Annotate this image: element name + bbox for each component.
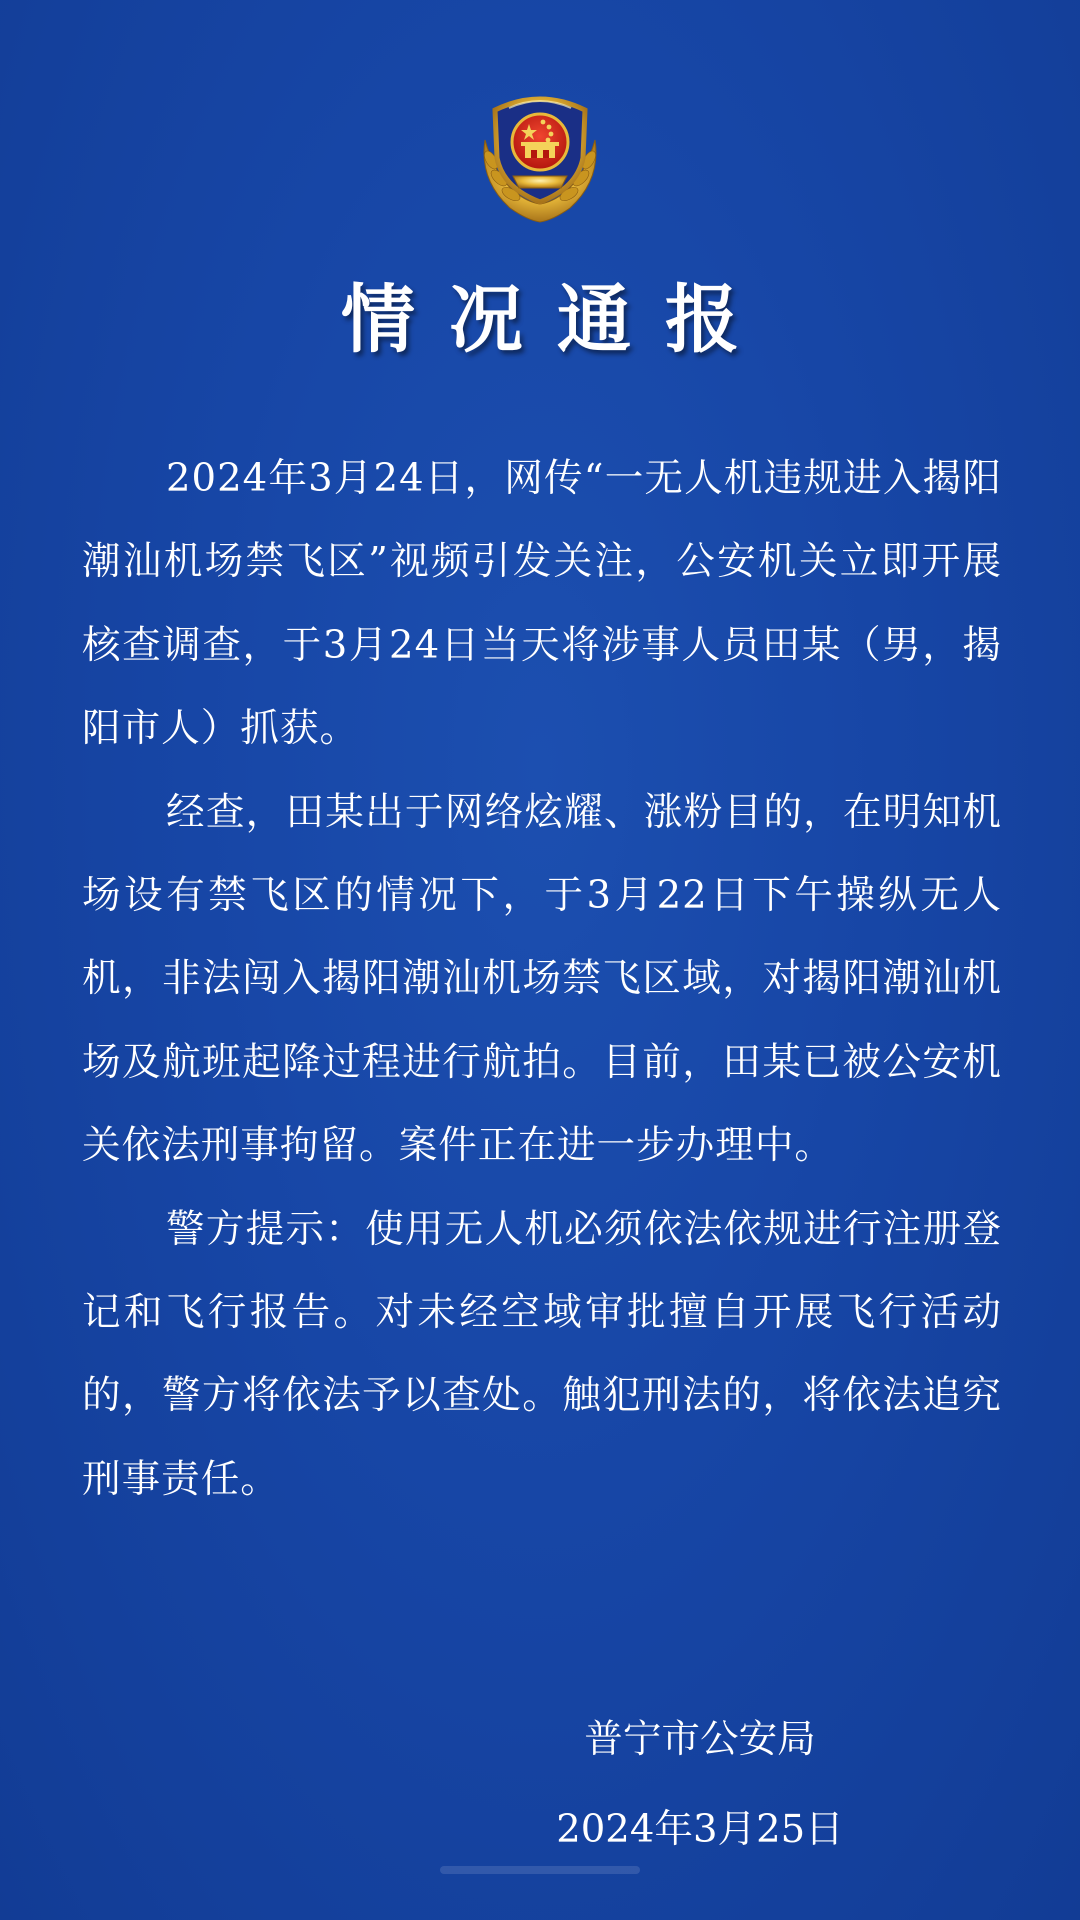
signature-block	[540, 1695, 860, 1875]
notice-body	[82, 437, 1002, 1521]
paragraph: 经查，田某出于网络炫耀、涨粉目的，在明知机场设有禁飞区的情况下，于3月22日下午操纵无人机，非法闯入揭阳潮汕机场禁飞区域，对揭阳潮汕机场及航班起降过程进行航拍。目前，田某已被公安机关依法刑事拘留。案件正在进一步办理中。	[82, 789, 1002, 1169]
police-emblem-icon	[465, 80, 615, 230]
page-title: 情况通报	[341, 277, 773, 363]
paragraph: 警方提示：使用无人机必须依法依规进行注册登记和飞行报告。对未经空域审批擅自开展飞行活动的，警方将依法予以查处。触犯刑法的，将依法追究刑事责任。	[82, 1206, 1002, 1502]
watermark	[440, 1860, 640, 1880]
paragraph: 2024年3月24日，网传“一无人机违规进入揭阳潮汕机场禁飞区”视频引发关注，公安机关立即开展核查调查，于3月24日当天将涉事人员田某（男，揭阳市人）抓获。	[82, 456, 1002, 752]
issuer-name: 普宁市公安局	[584, 1717, 816, 1762]
issue-date: 2024年3月25日	[556, 1807, 844, 1852]
